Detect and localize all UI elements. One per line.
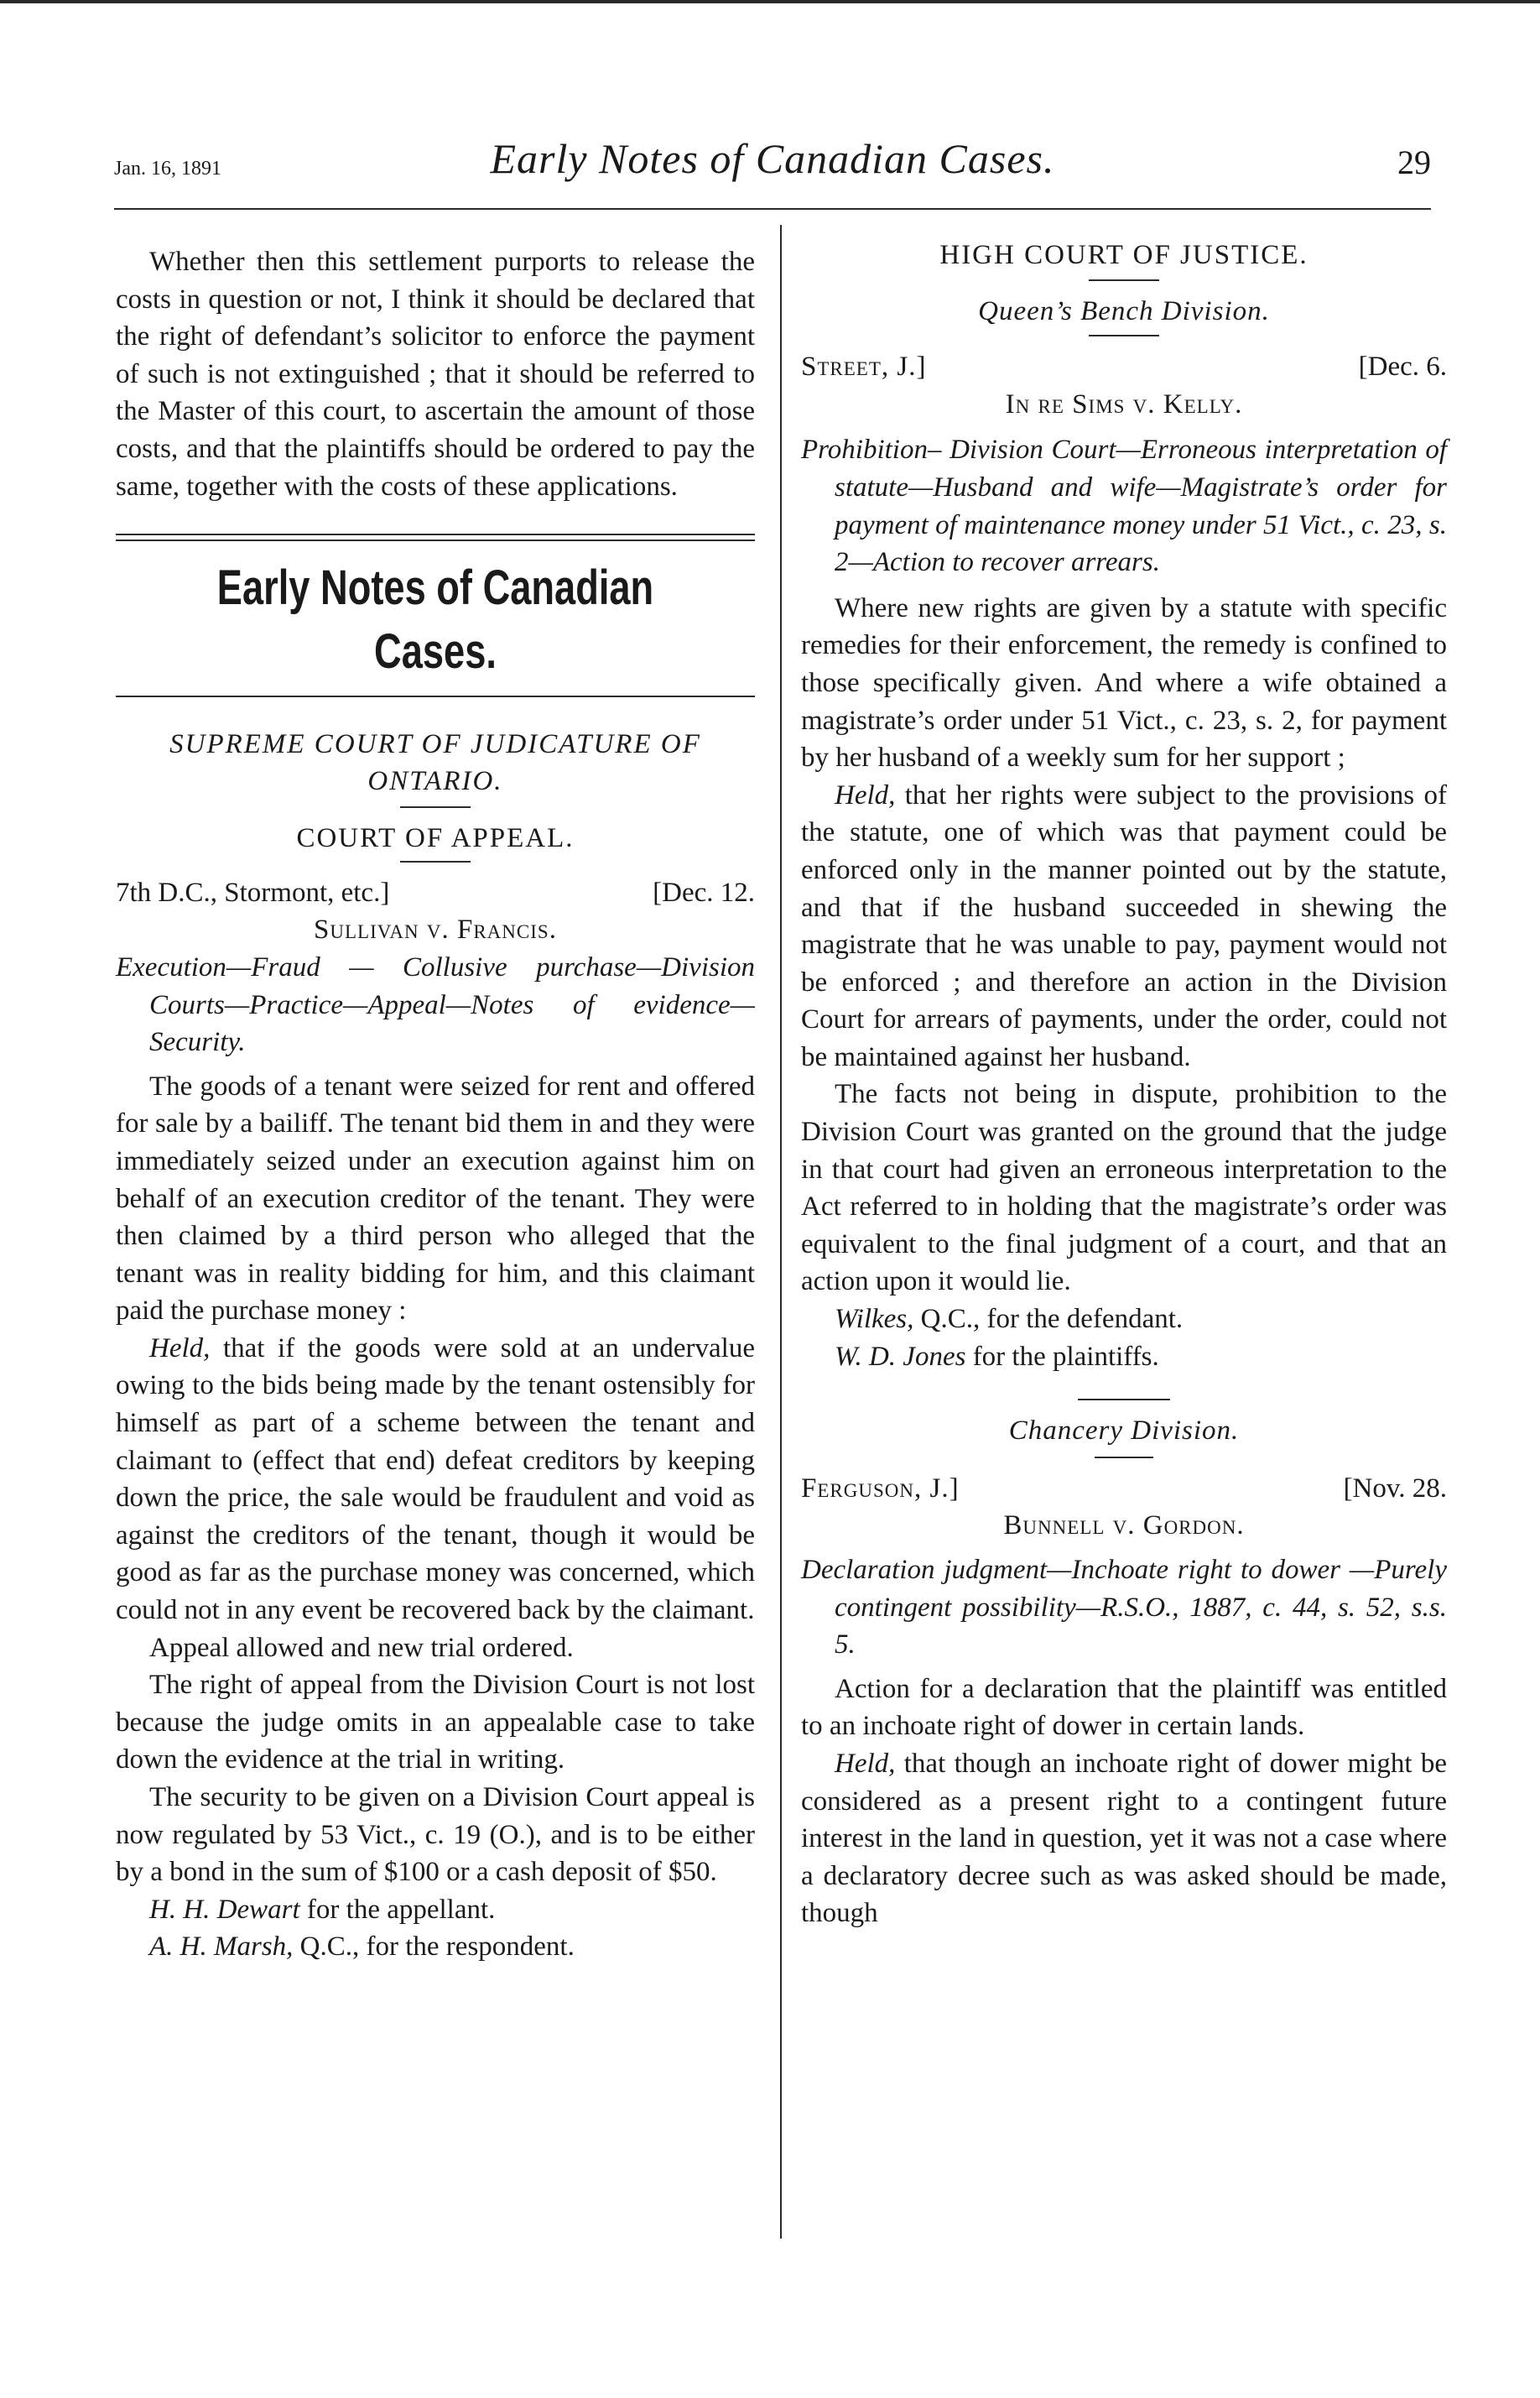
top-border (0, 0, 1540, 3)
divider (1095, 1457, 1153, 1458)
case-line (116, 874, 755, 912)
case-line (801, 348, 1447, 386)
held-paragraph (116, 1330, 755, 1629)
held-paragraph (801, 777, 1447, 1076)
counsel-line (801, 1301, 1447, 1338)
right-column (801, 237, 1447, 1932)
division-heading: Queen’s Bench Division. (978, 295, 1270, 326)
case-name: In re Sims v. Kelly. (1005, 388, 1243, 420)
section-title: Early Notes of Canadian Cases. (216, 560, 654, 680)
held-text: that if the goods were sold at an undervalue owing to the bids being made by the tenant ostensibly for himself as part of a scheme between the tenant and claimant to (effect that end) defeat creditors by keeping down the price, the sale would be fraudulent and void as against the creditors of the tenant, though it would be good as far as the purchase money was concerned, which could not in any event be recovered back by the claimant. (116, 1332, 755, 1626)
counsel-role: Q.C., for the respondent. (293, 1931, 575, 1963)
counsel-name: H. H. Dewart (149, 1894, 300, 1925)
headnote: Declaration judgment—Inchoate right to dower —Purely contingent possibility—R.S.O., 1887, c. 44, s. 52, s.s. 5. (801, 1555, 1447, 1660)
header-date: Jan. 16, 1891 (114, 158, 221, 180)
counsel-role: for the plaintiffs. (965, 1341, 1159, 1372)
case-date: [Nov. 28. (1343, 1473, 1447, 1504)
high-court-heading: HIGH COURT OF JUSTICE. (939, 240, 1308, 270)
counsel-line (801, 1338, 1447, 1376)
double-rule (116, 534, 755, 541)
division-heading: Chancery Division. (1008, 1415, 1240, 1447)
counsel-role: for the appellant. (299, 1894, 496, 1925)
title-rule (116, 696, 755, 697)
held-word: Held, (835, 1748, 896, 1779)
paragraph: Where new rights are given by a statute with specific remedies for their enforcement, the remedy is confined to those specifically given. And where a wife obtained a magistrate’s order under 51 Vict., c. 23, s. 2, for payment by her husband of a weekly sum for her support ; (801, 592, 1447, 774)
paragraph: Action for a declaration that the plaintiff was entitled to an inchoate right of dower in certain lands. (801, 1673, 1447, 1742)
divider (1089, 335, 1159, 336)
paragraph: Appeal allowed and new trial ordered. (149, 1632, 574, 1663)
judge: Street, J.] (801, 352, 927, 383)
case-name: Sullivan v. Francis. (314, 915, 557, 946)
paragraph: The facts not being in dispute, prohibition to the Division Court was granted on the ground that the judge in that court had given an erroneous interpretation to the Act referred to in holding that the magistrate’s order was equivalent to the final judgment of a court, and that an action upon it would lie. (801, 1079, 1447, 1297)
case-date: [Dec. 12. (653, 877, 755, 908)
headnote: Execution—Fraud — Collusive purchase—Division Courts—Practice—Appeal—Notes of evidence— Security. (116, 951, 755, 1058)
supreme-court-heading: SUPREME COURT OF JUDICATURE OF ONTARIO. (169, 729, 701, 797)
paragraph: The security to be given on a Division Court appeal is now regulated by 53 Vict., c. 19 (O.), and is to be either by a bond in the sum of $100 or a cash deposit of $50. (116, 1782, 755, 1888)
divider (1089, 279, 1159, 281)
paragraph: The goods of a tenant were seized for rent and offered for sale by a bailiff. The tenant bid them in and they were immediately seized under an execution against him on behalf of an execution creditor of the tenant. They were then claimed by a third person who alleged that the tenant was in reality bidding for him, and this claimant paid the purchase money : (116, 1071, 755, 1327)
judge: Ferguson, J.] (801, 1473, 960, 1504)
column-divider (780, 225, 782, 2239)
case-line (801, 1470, 1447, 1508)
case-date: [Dec. 6. (1358, 352, 1447, 383)
held-text: that though an inchoate right of dower might be considered as a present right to a contingent future interest in the land in question, yet it was not a case where a declaratory decree such as was asked should be made, though (801, 1748, 1447, 1929)
opening-paragraph: Whether then this settlement purports to release the costs in question or not, I think it should be declared that the right of defendant’s solicitor to enforce the payment of such is not extinguished ; that it should be referred to the Master of this court, to ascertain the amount of those costs, and that the plaintiffs should be ordered to pay the same, together with the costs of these applications. (116, 247, 755, 502)
court-location: 7th D.C., Stormont, etc.] (116, 877, 390, 908)
counsel-name: Wilkes, (835, 1304, 914, 1335)
held-word: Held, (149, 1332, 211, 1363)
header-title: Early Notes of Canadian Cases. (490, 135, 1055, 182)
left-column (116, 243, 755, 1966)
divider (1078, 1399, 1170, 1400)
counsel-role: Q.C., for the defendant. (913, 1304, 1184, 1335)
headnote: Prohibition– Division Court—Erroneous interpretation of statute—Husband and wife—Magistrate’s order for payment of maintenance money under 51 Vict., c. 23, s. 2—Action to recover arrears. (801, 435, 1447, 578)
counsel-line (116, 1928, 755, 1966)
counsel-name: A. H. Marsh, (149, 1931, 294, 1963)
counsel-name: W. D. Jones (835, 1341, 966, 1372)
page-number: 29 (1397, 143, 1431, 181)
case-name: Bunnell v. Gordon. (1003, 1510, 1245, 1541)
divider (400, 806, 471, 808)
held-text: that her rights were subject to the provisions of the statute, one of which was that payment could be enforced only in the manner pointed out by the statute, and that if the husband succeeded in shewing the magistrate that he was unable to pay, payment would not be enforced ; and therefore an action in the Division Court for arrears of payments, under the order, could not be maintained against her husband. (801, 779, 1447, 1072)
divider (400, 861, 471, 863)
court-of-appeal-heading: COURT OF APPEAL. (296, 823, 575, 854)
held-word: Held, (835, 779, 896, 811)
paragraph: The right of appeal from the Division Court is not lost because the judge omits in an appealable case to take down the evidence at the trial in writing. (116, 1670, 755, 1775)
running-header (114, 134, 1431, 193)
header-rule (114, 208, 1431, 210)
counsel-line (116, 1891, 755, 1929)
held-paragraph (801, 1745, 1447, 1932)
